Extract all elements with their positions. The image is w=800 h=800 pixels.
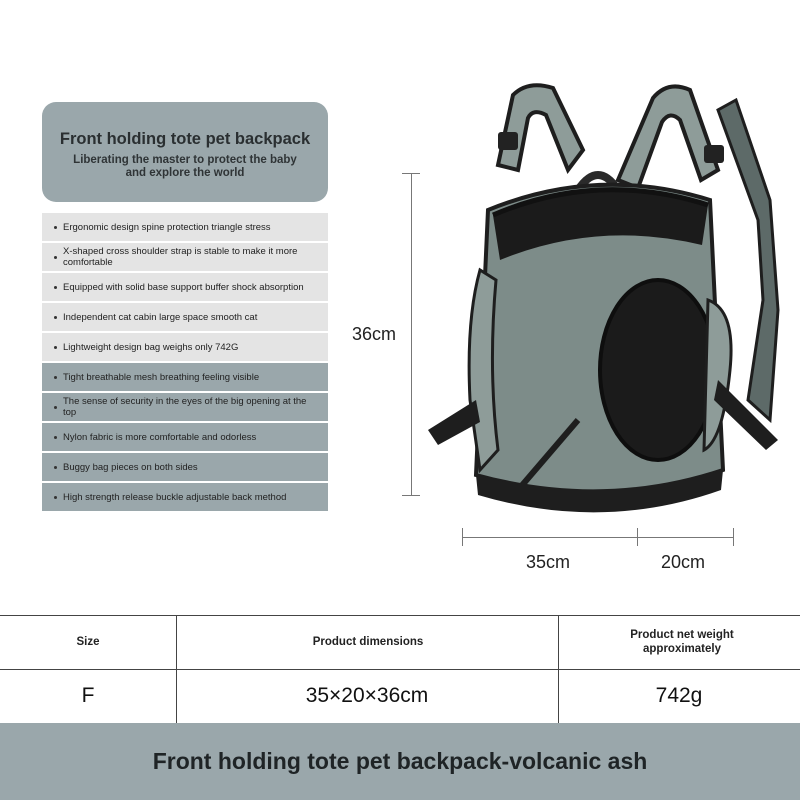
bullet-icon [54, 316, 57, 319]
spec-table [0, 615, 800, 723]
bullet-icon [54, 256, 57, 259]
feature-item [42, 363, 328, 391]
depth-label: 20cm [661, 552, 706, 572]
product-title: Front holding tote pet backpack [59, 130, 311, 148]
feature-item [42, 453, 328, 481]
feature-text: X-shaped cross shoulder strap is stable to make it more comfortable [63, 246, 298, 268]
footer-title: Front holding tote pet backpack-volcanic ash [152, 748, 648, 774]
bullet-icon [54, 376, 57, 379]
backpack-illustration [418, 70, 780, 520]
footer-banner [0, 723, 800, 800]
table-value-dimensions: 35×20×36cm [305, 684, 429, 707]
bullet-icon [54, 226, 57, 229]
bullet-icon [54, 436, 57, 439]
feature-item [42, 483, 328, 511]
bullet-icon [54, 496, 57, 499]
feature-text: Ergonomic design spine protection triangle stress [63, 221, 271, 233]
feature-item [42, 303, 328, 331]
width-dimension-line [462, 537, 734, 538]
bullet-icon [54, 406, 57, 409]
table-value-size: F [81, 684, 95, 707]
feature-text: High strength release buckle adjustable back method [63, 491, 287, 503]
feature-item [42, 273, 328, 301]
height-dimension-line [411, 173, 412, 495]
bullet-icon [54, 346, 57, 349]
product-header-card [42, 102, 328, 202]
feature-item [42, 243, 328, 271]
table-value-weight: 742g [655, 684, 703, 707]
feature-item [42, 213, 328, 241]
bullet-icon [54, 466, 57, 469]
width-tick-mid [637, 528, 638, 546]
table-header-dimensions: Product dimensions [312, 636, 424, 648]
feature-item [42, 393, 328, 421]
bullet-icon [54, 286, 57, 289]
feature-text: Buggy bag pieces on both sides [63, 461, 198, 473]
width-tick-left [462, 528, 463, 546]
feature-text: Equipped with solid base support buffer shock absorption [63, 281, 304, 293]
feature-text: The sense of security in the eyes of the big opening at the top [63, 396, 307, 418]
feature-item [42, 333, 328, 361]
table-header-size: Size [76, 636, 100, 648]
feature-text: Nylon fabric is more comfortable and odorless [63, 431, 257, 443]
feature-list [42, 213, 328, 513]
width-label: 35cm [526, 552, 571, 572]
feature-text: Lightweight design bag weighs only 742G [63, 341, 239, 353]
table-header-weight: Product net weight approximately [630, 629, 734, 655]
feature-item [42, 423, 328, 451]
product-subtitle: Liberating the master to protect the baby and explore the world [73, 154, 297, 179]
feature-text: Independent cat cabin large space smooth cat [63, 311, 258, 323]
feature-text: Tight breathable mesh breathing feeling visible [63, 371, 260, 383]
height-label: 36cm [352, 324, 397, 344]
depth-tick-right [733, 528, 734, 546]
